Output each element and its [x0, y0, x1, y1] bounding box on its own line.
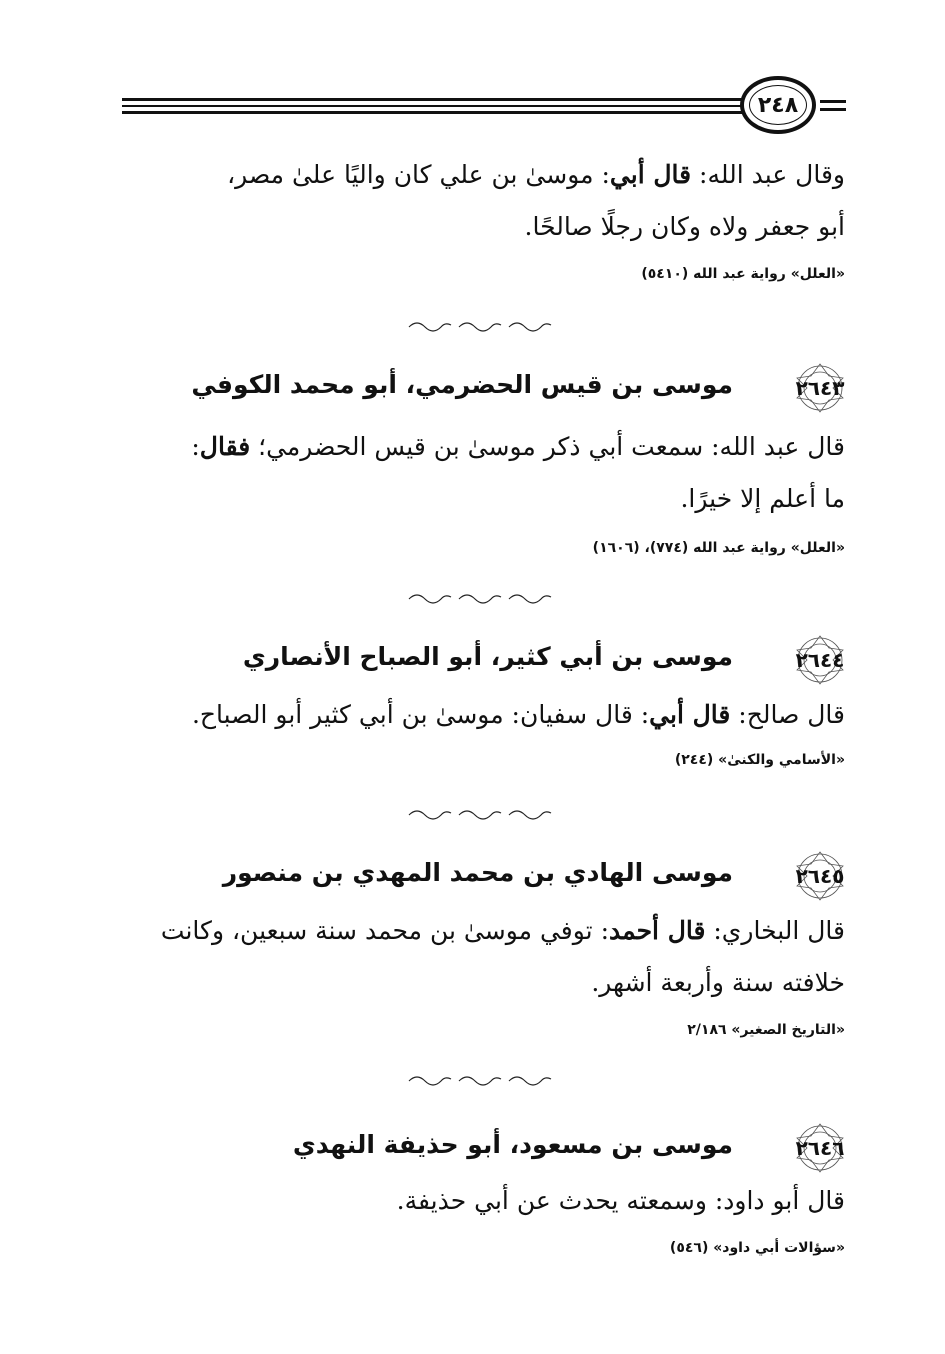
entry-text: : توفي موسىٰ بن محمد سنة سبعين، وكانت — [160, 916, 610, 945]
entry-number-rosette — [785, 630, 855, 690]
entry-line-1 — [161, 916, 845, 945]
entry-text: : قال سفيان: موسىٰ بن أبي كثير أبو الصباح. — [191, 700, 650, 729]
intro-bold: قال أبي — [609, 160, 692, 189]
ornament-divider — [407, 808, 557, 822]
entry-text: : — [191, 432, 200, 461]
entry-source: «التاريخ الصغير» ٢/١٨٦ — [687, 1022, 845, 1038]
entry-text: قال صالح: — [730, 700, 845, 729]
entry-source: «الأسامي والكنىٰ» (٢٤٤) — [674, 752, 845, 768]
entry-line-1 — [192, 700, 845, 729]
entry-number-rosette — [785, 846, 855, 906]
entry-source: «العلل» رواية عبد الله (٧٧٤)، (١٦٠٦) — [592, 540, 845, 556]
entry-title: موسى الهادي بن محمد المهدي بن منصور — [222, 858, 733, 887]
ornament-divider — [407, 320, 557, 334]
entry-number: ٢٦٤٣ — [795, 376, 845, 400]
entry-number: ٢٦٤٤ — [795, 648, 845, 672]
entry-title: موسى بن مسعود، أبو حذيفة النهدي — [292, 1130, 733, 1159]
ornament-divider — [407, 592, 557, 606]
header-rule-top — [122, 98, 742, 101]
entry-source: «سؤالات أبي داود» (٥٤٦) — [669, 1240, 845, 1256]
intro-text: وقال عبد الله: — [691, 160, 845, 189]
entry-title: موسى بن أبي كثير، أبو الصباح الأنصاري — [242, 642, 733, 671]
intro-text: : موسىٰ بن علي كان واليًا علىٰ مصر، — [227, 160, 610, 189]
ornament-divider — [407, 1074, 557, 1088]
entry-number-rosette — [785, 358, 855, 418]
entry-line-2: ما أعلم إلا خيرًا. — [680, 484, 845, 513]
entry-line-2: خلافته سنة وأربعة أشهر. — [591, 968, 845, 997]
intro-line-2: أبو جعفر ولاه وكان رجلًا صالحًا. — [524, 212, 845, 241]
entry-number: ٢٦٤٥ — [795, 864, 845, 888]
entry-bold: قال أبي — [649, 700, 731, 729]
entry-text: قال البخاري: — [705, 916, 845, 945]
page-number: ٢٤٨ — [757, 92, 799, 118]
entry-line-1 — [191, 432, 845, 461]
entry-number: ٢٦٤٦ — [795, 1136, 845, 1160]
entry-line-1: قال أبو داود: وسمعته يحدث عن أبي حذيفة. — [396, 1186, 845, 1215]
entry-bold: فقال — [199, 432, 251, 461]
entry-number-rosette — [785, 1118, 855, 1178]
header-rule-middle — [122, 105, 742, 107]
page-number-badge — [740, 76, 816, 134]
entry-text: قال عبد الله: سمعت أبي ذكر موسىٰ بن قيس الحضرمي؛ — [250, 432, 845, 461]
entry-title: موسى بن قيس الحضرمي، أبو محمد الكوفي — [191, 370, 733, 399]
intro-line-1 — [227, 160, 845, 189]
intro-source: «العلل» رواية عبد الله (٥٤١٠) — [641, 266, 845, 282]
header-rule-end-top — [820, 100, 846, 103]
entry-bold: قال أحمد — [609, 916, 706, 945]
header-rule-bottom — [122, 111, 742, 114]
header-rule-end-bottom — [820, 108, 846, 111]
